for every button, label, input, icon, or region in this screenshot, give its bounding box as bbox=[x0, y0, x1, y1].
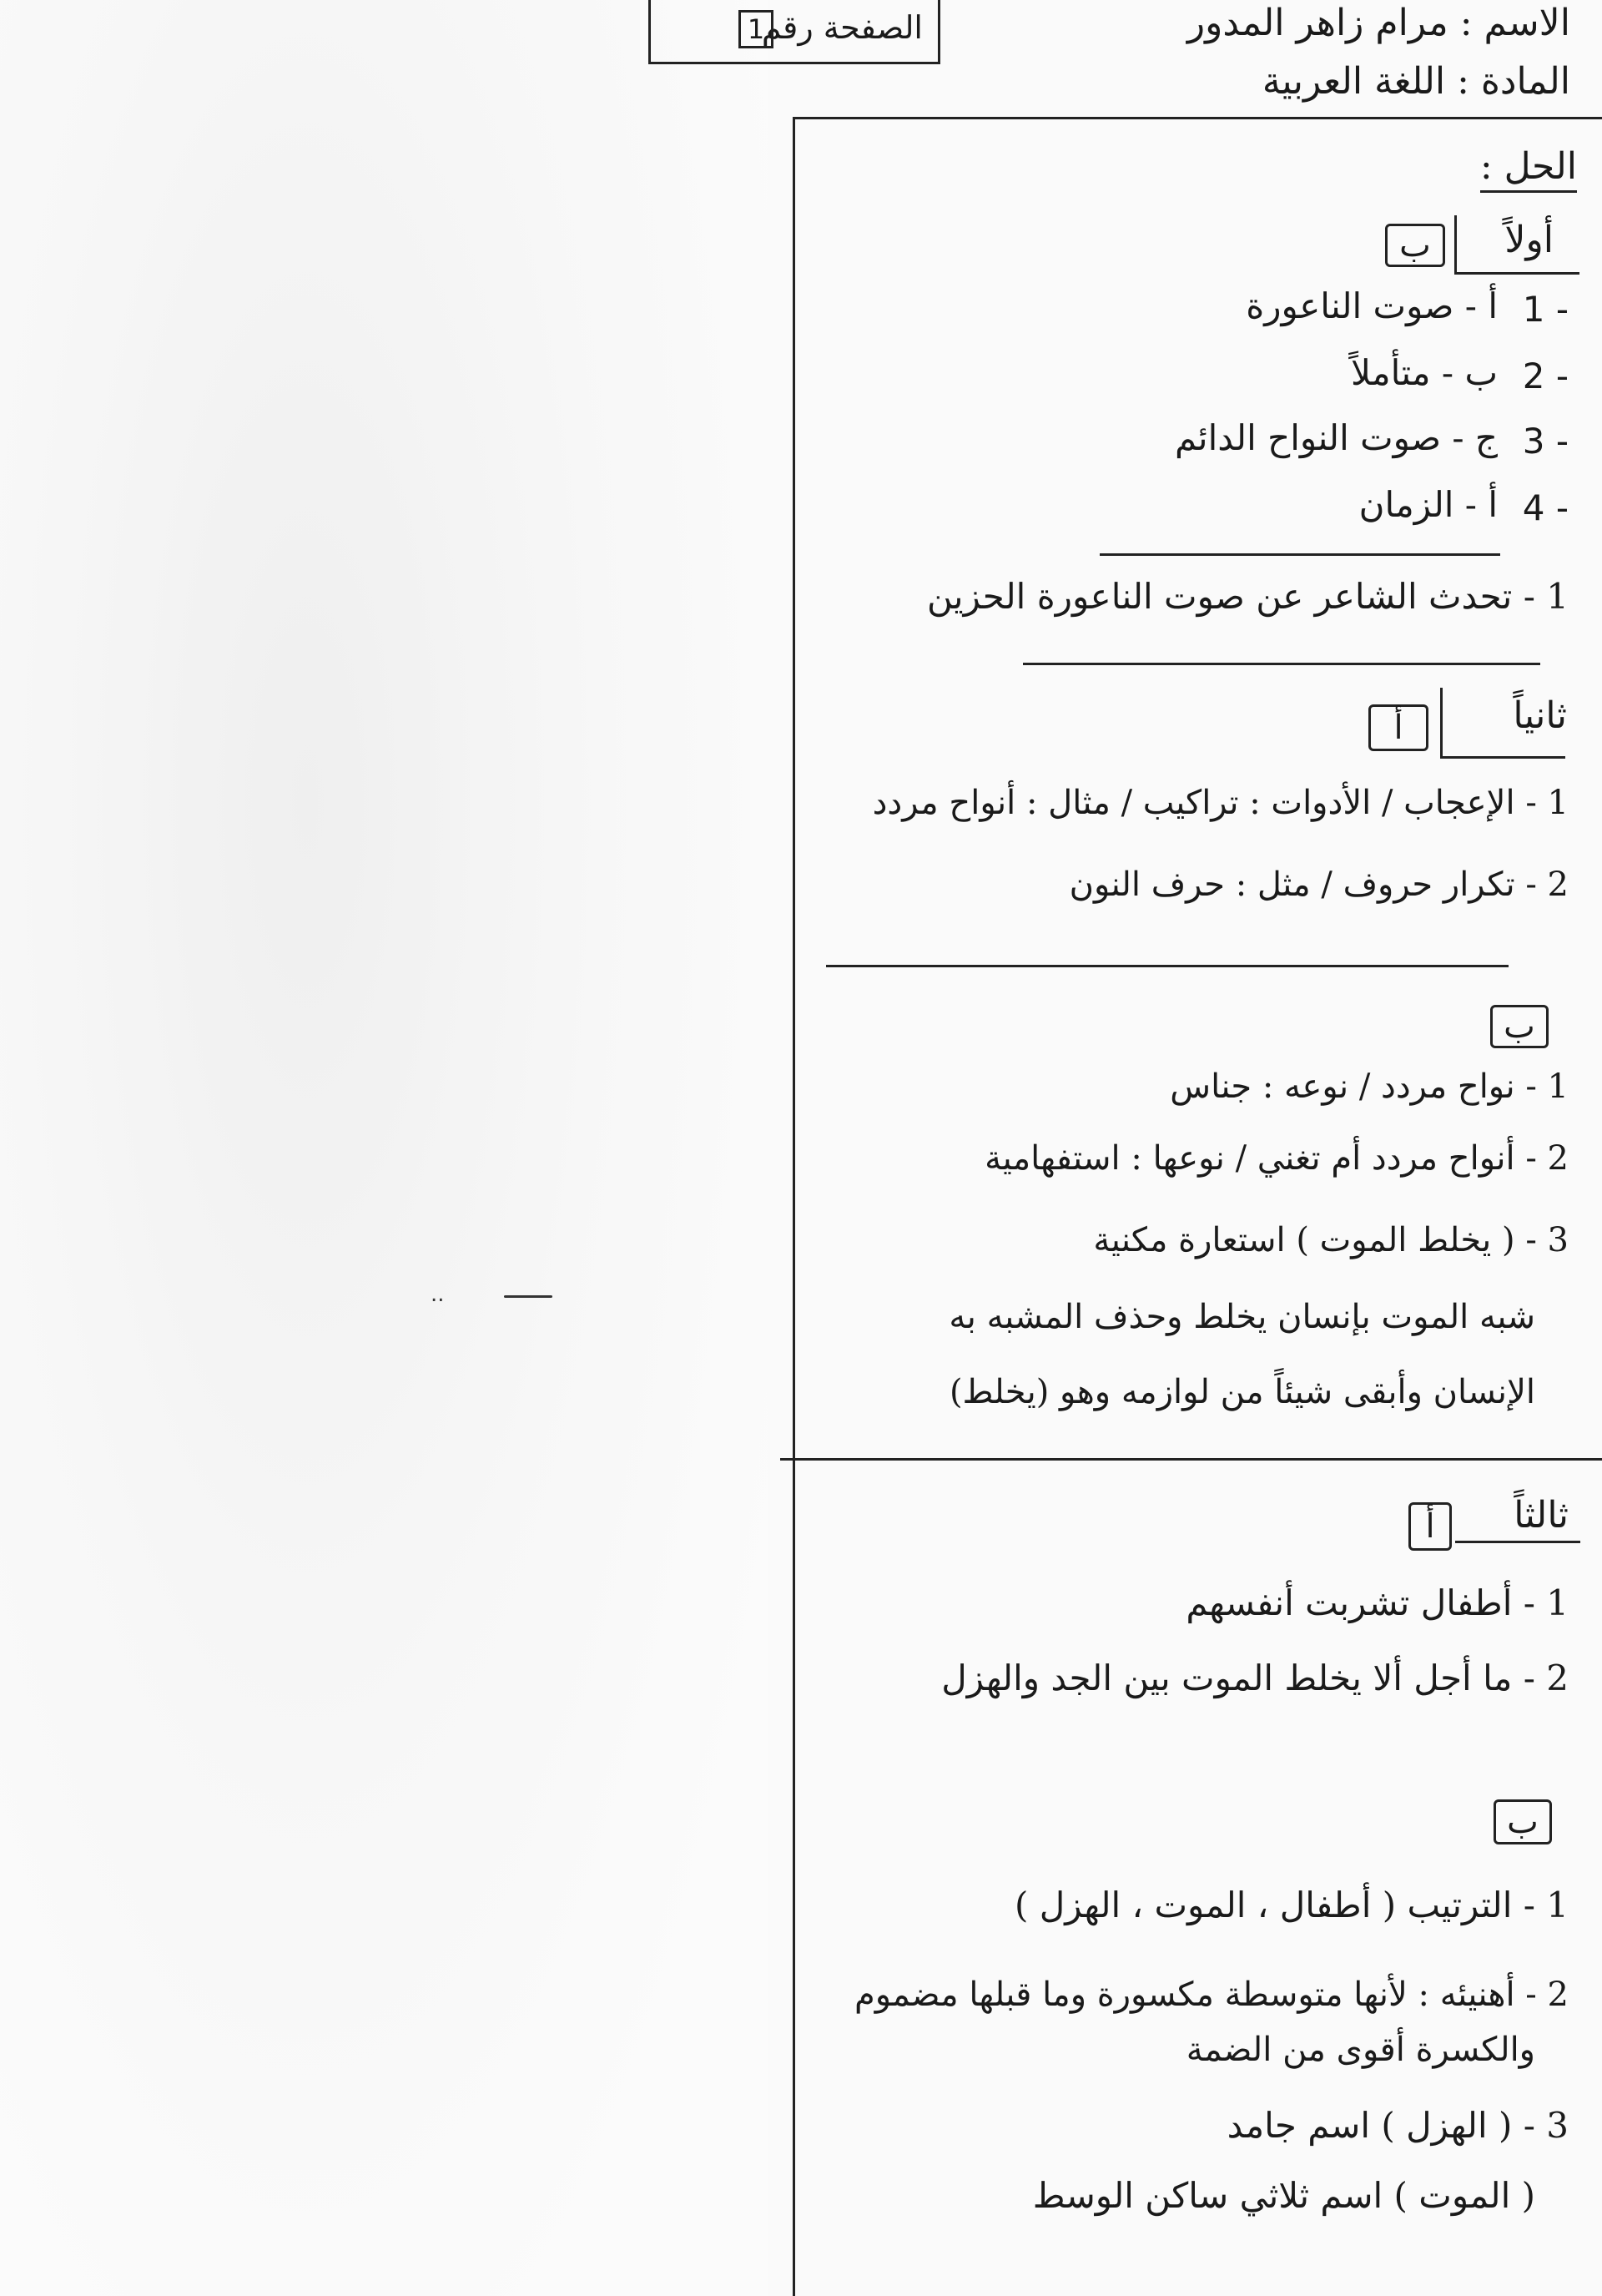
section1-num-1: 1 - bbox=[1522, 289, 1569, 330]
section2-heading-rule-v bbox=[1440, 688, 1443, 758]
header-rule bbox=[793, 117, 1602, 119]
section1-sub-rule bbox=[1100, 553, 1500, 556]
section2-item-b2: 2 - أنواح مردد أم تغني / نوعها : استفهامية bbox=[985, 1139, 1569, 1178]
section2-box-b: ب bbox=[1490, 1005, 1549, 1048]
page-number-value: 1 bbox=[738, 10, 773, 48]
section3-item-b3-cont: ( الموت ) اسم ثلاثي ساكن الوسط bbox=[1032, 2175, 1535, 2216]
section3-box-a: أ bbox=[1408, 1502, 1452, 1551]
section3-item-b2: 2 - أهنيئه : لأنها متوسطة مكسورة وما قبلها مضموم bbox=[854, 1976, 1569, 2014]
section1-item-3: ج - صوت النواح الدائم bbox=[1174, 417, 1498, 458]
section2-heading: ثانياً bbox=[1513, 694, 1567, 737]
stray-mark bbox=[504, 1295, 552, 1298]
section3-item-b3: 3 - ( الهزل ) اسم جامد bbox=[1227, 2105, 1569, 2146]
section2-explanation-1: شبه الموت بإنسان يخلط وحذف المشبه به bbox=[949, 1298, 1535, 1336]
section3-heading: ثالثاً bbox=[1514, 1494, 1569, 1537]
student-name: الاسم : مرام زاهر المدور bbox=[1186, 2, 1570, 44]
section3-top-rule bbox=[780, 1458, 1602, 1461]
section3-heading-rule-h bbox=[1455, 1541, 1580, 1543]
section1-num-4: 4 - bbox=[1522, 487, 1569, 528]
section3-item-a1: 1 - أطفال تشربت أنفسهم bbox=[1186, 1582, 1569, 1623]
section3-item-b1: 1 - الترتيب ( أطفال ، الموت ، الهزل ) bbox=[1014, 1885, 1569, 1925]
section1-heading-rule-h bbox=[1454, 272, 1579, 275]
section1-box: ب bbox=[1385, 224, 1445, 267]
section2-item-a1: 1 - الإعجاب / الأدوات : تراكيب / مثال : أنواح مردد bbox=[872, 784, 1569, 822]
section3-item-a2: 2 - ما أجل ألا يخلط الموت بين الجد والهزل bbox=[941, 1658, 1569, 1698]
section1-item-1: أ - صوت الناعورة bbox=[1246, 285, 1498, 326]
section2-box-a: أ bbox=[1368, 704, 1428, 751]
section2-item-b1: 1 - نواح مردد / نوعه : جناس bbox=[1170, 1067, 1569, 1106]
section1-item-4: أ - الزمان bbox=[1358, 484, 1498, 525]
subject-line: المادة : اللغة العربية bbox=[1262, 60, 1570, 103]
section1-heading: أولاً bbox=[1504, 219, 1554, 261]
section2-heading-rule-h bbox=[1440, 756, 1565, 759]
section1-num-2: 2 - bbox=[1522, 356, 1569, 396]
page-number-label: الصفحة رقم bbox=[761, 9, 923, 46]
section1-heading-rule-v bbox=[1454, 215, 1457, 274]
section2-item-a2: 2 - تكرار حروف / مثل : حرف النون bbox=[1069, 865, 1569, 904]
section1-end-rule bbox=[1023, 663, 1540, 665]
section2-explanation-2: الإنسان وأبقى شيئاً من لوازمه وهو (يخلط) bbox=[949, 1373, 1535, 1411]
section3-box-b: ب bbox=[1494, 1799, 1552, 1844]
paper-shadow bbox=[0, 0, 768, 2296]
section1-item-2: ب - متأملاً bbox=[1351, 352, 1498, 393]
section3-item-b2-cont: والكسرة أقوى من الضمة bbox=[1186, 2031, 1535, 2069]
page-number-box bbox=[648, 0, 940, 64]
stray-dots: .. bbox=[431, 1282, 445, 1307]
column-divider bbox=[793, 117, 795, 2296]
section2-item-b3: 3 - ( يخلط الموت ) استعارة مكنية bbox=[1093, 1221, 1569, 1259]
section2-mid-rule bbox=[826, 965, 1509, 967]
section1-num-3: 3 - bbox=[1522, 421, 1569, 462]
section1-extra: 1 - تحدث الشاعر عن صوت الناعورة الحزين bbox=[926, 576, 1569, 617]
solution-title: الحل : bbox=[1480, 149, 1577, 193]
